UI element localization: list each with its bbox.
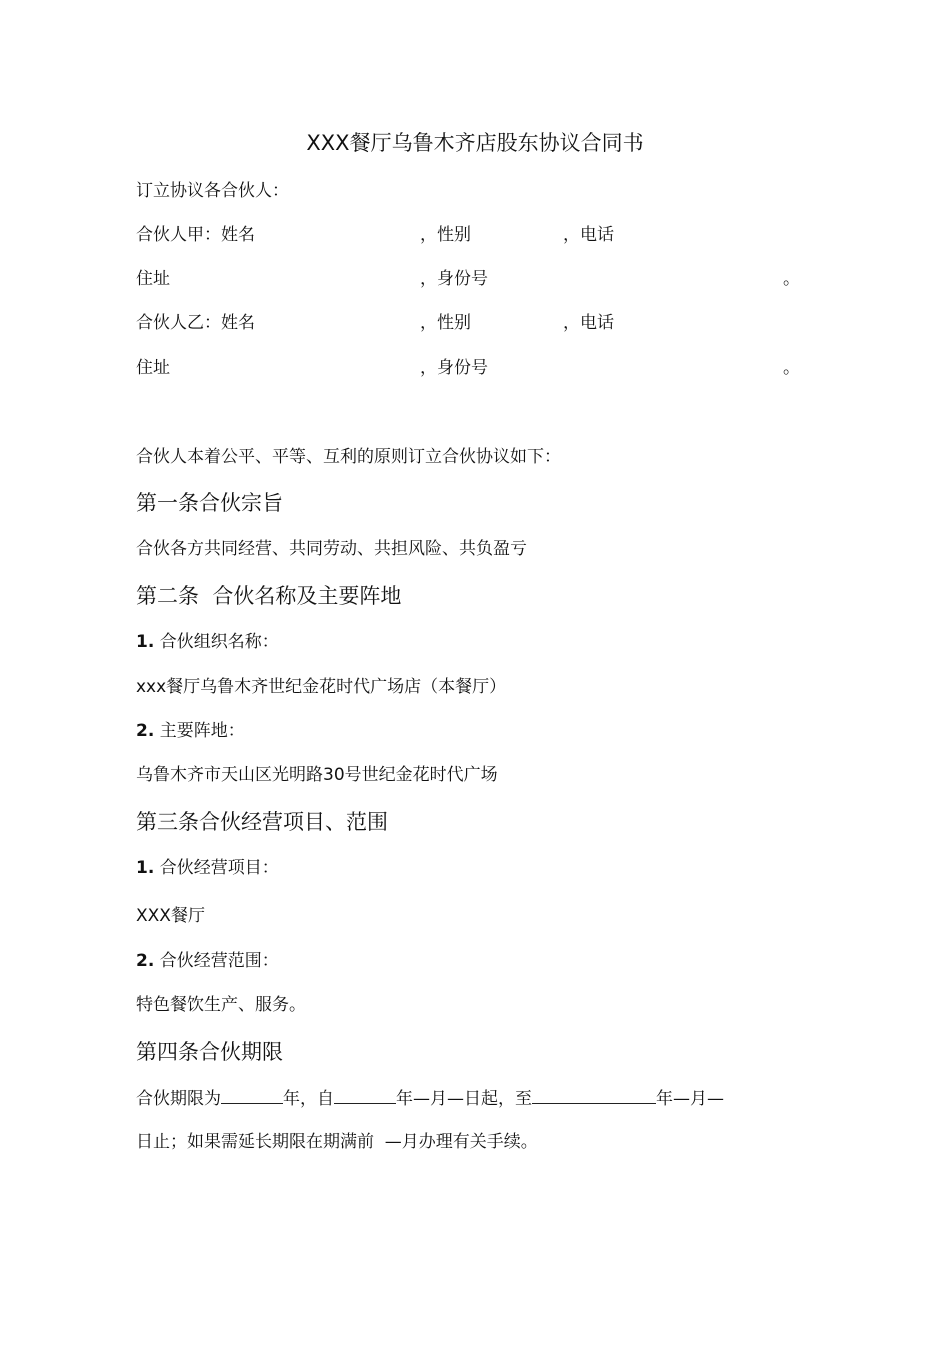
article3-item1-label: 合伙经营项目： [159,858,279,878]
article3-item2-number: 2. [136,951,155,971]
partner-b-gender-label: ，性别 [420,313,471,333]
term-years-blank [221,1088,283,1104]
article3-item1-number: 1. [136,858,155,878]
partner-a-name-label: 合伙人甲：姓名 [136,225,255,245]
article4-paragraph-line2: 日止；如果需延长期限在期满前 —月办理有关手续。 [136,1132,538,1152]
article2-item1-number: 1. [136,632,155,652]
article2-item2-number: 2. [136,721,155,741]
term-from-text: 年，自 [283,1089,334,1109]
article3-item2 [136,951,279,971]
principle-line: 合伙人本着公平、平等、互利的原则订立合伙协议如下： [136,447,561,467]
article3-item1 [136,858,279,878]
partner-a-phone-label: ，电话 [563,225,614,245]
article2-item2 [136,721,245,741]
article1-heading: 第一条合伙宗旨 [136,491,283,515]
article2-item1 [136,632,279,652]
partner-a-address-label: 住址 [136,269,170,289]
article1-body: 合伙各方共同经营、共同劳动、共担风险、共负盈亏 [136,539,527,559]
partner-a-gender-label: ，性别 [420,225,471,245]
document-title: XXX餐厅乌鲁木齐店股东协议合同书 [306,131,644,155]
intro-line: 订立协议各合伙人： [136,181,289,201]
partner-a-end-mark: 。 [783,269,800,289]
article3-item2-value: 特色餐饮生产、服务。 [136,995,306,1015]
end-year-blank [532,1088,656,1104]
article3-heading: 第三条合伙经营项目、范围 [136,810,388,834]
term-prefix: 合伙期限为 [136,1089,221,1109]
start-year-blank [334,1088,396,1104]
article2-item2-value: 乌鲁木齐市天山区光明路30号世纪金花时代广场 [136,765,498,785]
article3-item1-value: XXX餐厅 [136,906,205,926]
article3-item2-label: 合伙经营范围： [159,951,279,971]
term-start-text: 年—月—日起，至 [396,1089,532,1109]
article2-heading: 第二条 合伙名称及主要阵地 [136,584,402,608]
partner-b-end-mark: 。 [783,358,800,378]
term-end-text: 年—月— [656,1089,724,1109]
article2-item1-value: xxx餐厅乌鲁木齐世纪金花时代广场店（本餐厅） [136,677,507,697]
partner-b-id-label: ，身份号 [420,358,488,378]
article4-heading: 第四条合伙期限 [136,1040,283,1064]
partner-b-name-label: 合伙人乙：姓名 [136,313,255,333]
article2-item2-label: 主要阵地： [159,721,245,741]
partner-b-phone-label: ，电话 [563,313,614,333]
article2-item1-label: 合伙组织名称： [159,632,279,652]
article4-paragraph-line1 [136,1088,724,1109]
partner-a-id-label: ，身份号 [420,269,488,289]
partner-b-address-label: 住址 [136,358,170,378]
